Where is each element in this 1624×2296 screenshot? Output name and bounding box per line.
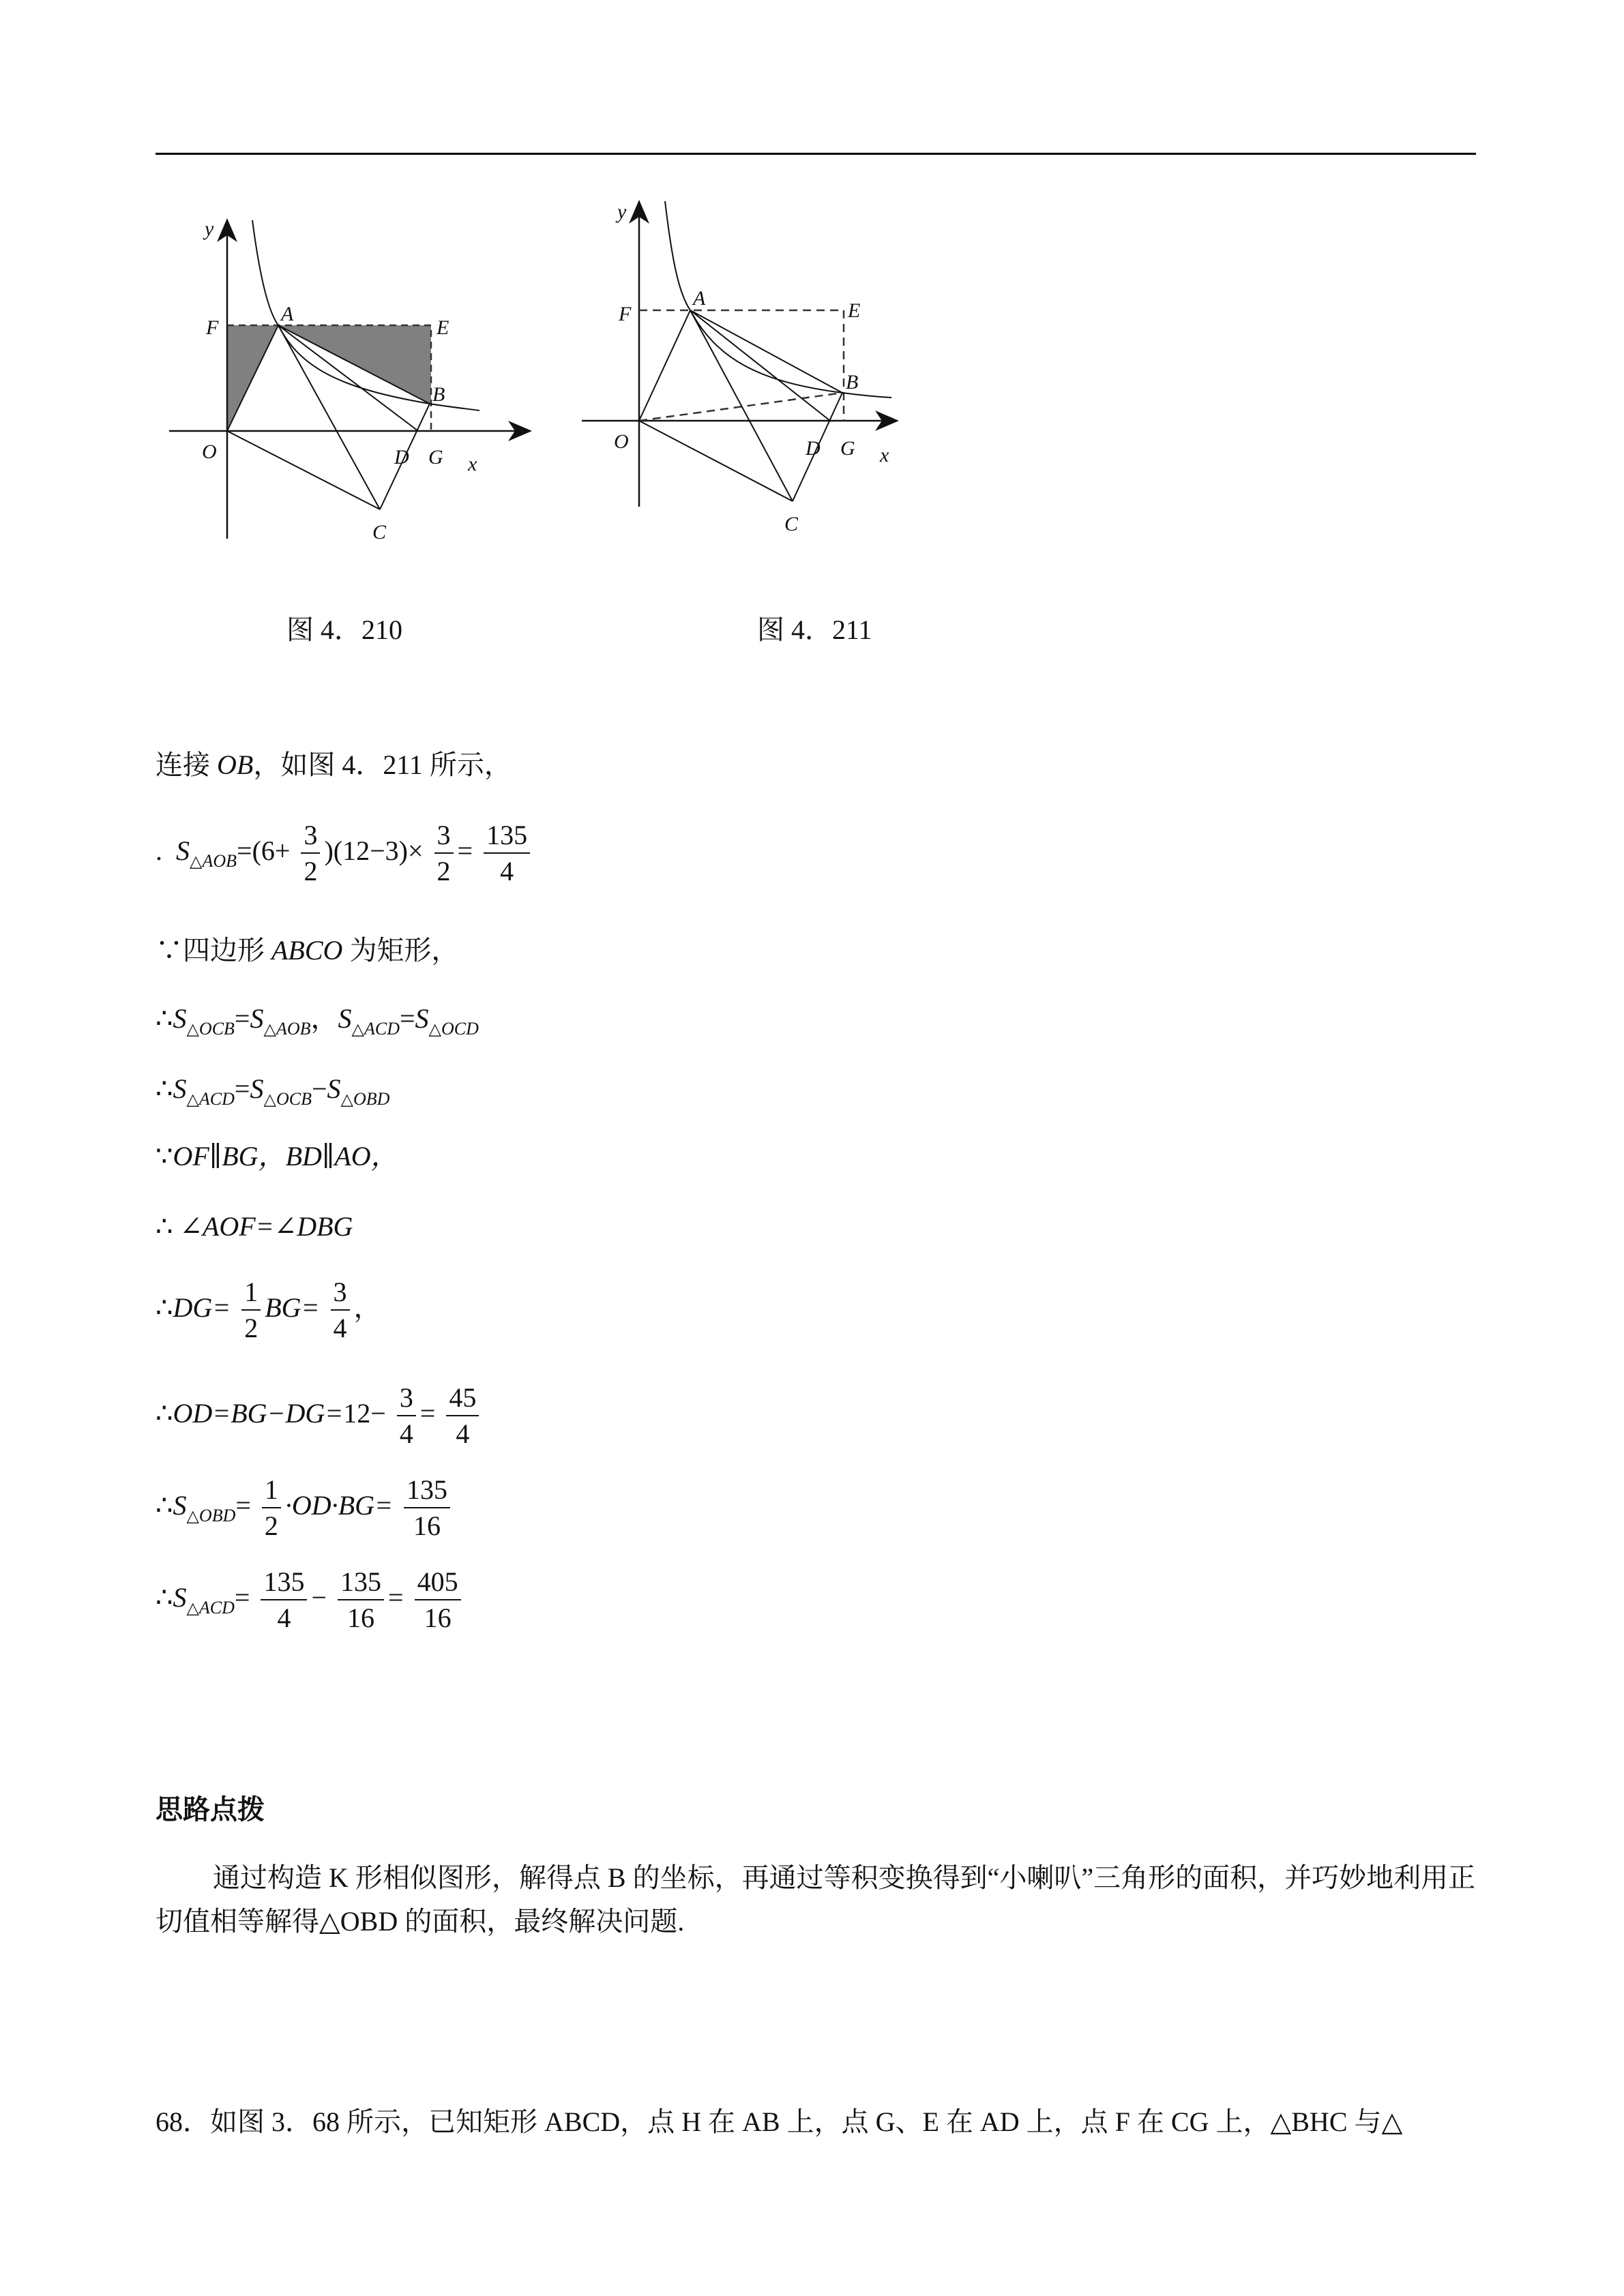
solution-line-7: ∴ ∠AOF=∠DBG — [156, 1211, 353, 1242]
label-G: G — [428, 446, 443, 468]
label-O: O — [614, 430, 629, 453]
fraction-result: $\frac{45}{4}$ — [446, 1381, 479, 1452]
solution-line-6: ∵OF∥BG，BD∥AO， — [156, 1141, 398, 1172]
label-E: E — [848, 299, 861, 322]
hint-heading: 思路点拨 — [156, 1794, 265, 1825]
label-y: y — [205, 218, 214, 240]
figure-caption-4-211: 图 4．211 — [757, 614, 872, 645]
fraction: $\frac{1}{2}$ — [262, 1473, 281, 1544]
fraction: $\frac{135}{16}$ — [338, 1565, 384, 1636]
label-D: D — [806, 437, 821, 460]
label-B: B — [432, 383, 445, 406]
figure-4-211 — [0, 0, 955, 559]
fraction: $\frac{1}{2}$ — [241, 1275, 261, 1346]
label-x: x — [468, 453, 477, 475]
label-O: O — [202, 441, 217, 463]
solution-line-5: $\therefore S_{\triangle ACD}=S_{\triangle OCB}-S_{\triangle OBD}$ — [156, 1073, 390, 1109]
fraction-result: $\frac{135}{16}$ — [404, 1473, 450, 1544]
label-C: C — [784, 513, 799, 535]
next-problem-text: 68．如图 3．68 所示，已知矩形 ABCD，点 H 在 AB 上，点 G、E 在 AD 上，点 F 在 CG 上，△BHC 与△ — [156, 2106, 1403, 2137]
label-y: y — [617, 200, 627, 223]
fraction-result: $\frac{405}{16}$ — [415, 1565, 461, 1636]
label-C: C — [372, 521, 387, 543]
solution-line-2: . $S_{\triangle AOB}=(6+$ $\frac{3}{2}$ )(12−3)× $\frac{3}{2}$ = $\frac{135}{4}$ — [156, 818, 534, 889]
fraction: $\frac{3}{4}$ — [331, 1275, 350, 1346]
solution-line-3: ∵四边形 ABCO 为矩形， — [156, 935, 459, 966]
solution-line-10: $\therefore S_{\triangle OBD}=$ $\frac{1}{2}$ ·OD·BG= $\frac{135}{16}$ — [156, 1473, 454, 1544]
fraction: $\frac{3}{2}$ — [434, 818, 454, 889]
figure-caption-4-210: 图 4．210 — [286, 614, 402, 645]
label-G: G — [840, 437, 855, 460]
label-A: A — [693, 287, 706, 310]
hint-paragraph: 通过构造 K 形相似图形，解得点 B 的坐标，再通过等积变换得到“小喇叭”三角形的面积，并巧妙地利用正切值相等解得△OBD 的面积，最终解决问题. — [156, 1862, 1476, 1937]
label-x: x — [880, 444, 889, 466]
solution-line-1: 连接 OB，如图 4．211 所示， — [156, 749, 512, 780]
dashed-rectangle — [639, 310, 844, 421]
label-E: E — [437, 316, 449, 339]
label-D: D — [394, 446, 409, 468]
solution-line-8: ∴DG= $\frac{1}{2}$ BG= $\frac{3}{4}$ ， — [156, 1275, 381, 1346]
fraction: $\frac{3}{4}$ — [397, 1381, 416, 1452]
label-F: F — [619, 303, 632, 325]
fraction-result: $\frac{135}{4}$ — [484, 818, 530, 889]
label-B: B — [846, 371, 859, 393]
label-F: F — [206, 316, 219, 339]
solution-line-11: $\therefore S_{\triangle ACD}=$ $\frac{135}{4}$ − $\frac{135}{16}$ = $\frac{405}{16}$ — [156, 1565, 465, 1636]
geometry-lines — [639, 310, 842, 501]
fraction: $\frac{135}{4}$ — [261, 1565, 307, 1636]
fraction: $\frac{3}{2}$ — [301, 818, 320, 889]
solution-line-4: $\therefore S_{\triangle OCB}=S_{\triangle AOB}$，$S_{\triangle ACD}=S_{\triangle OCD}$ — [156, 1003, 479, 1039]
label-A: A — [281, 303, 294, 325]
solution-line-9: ∴OD=BG−DG=12− $\frac{3}{4}$ = $\frac{45}{4}$ — [156, 1381, 483, 1452]
